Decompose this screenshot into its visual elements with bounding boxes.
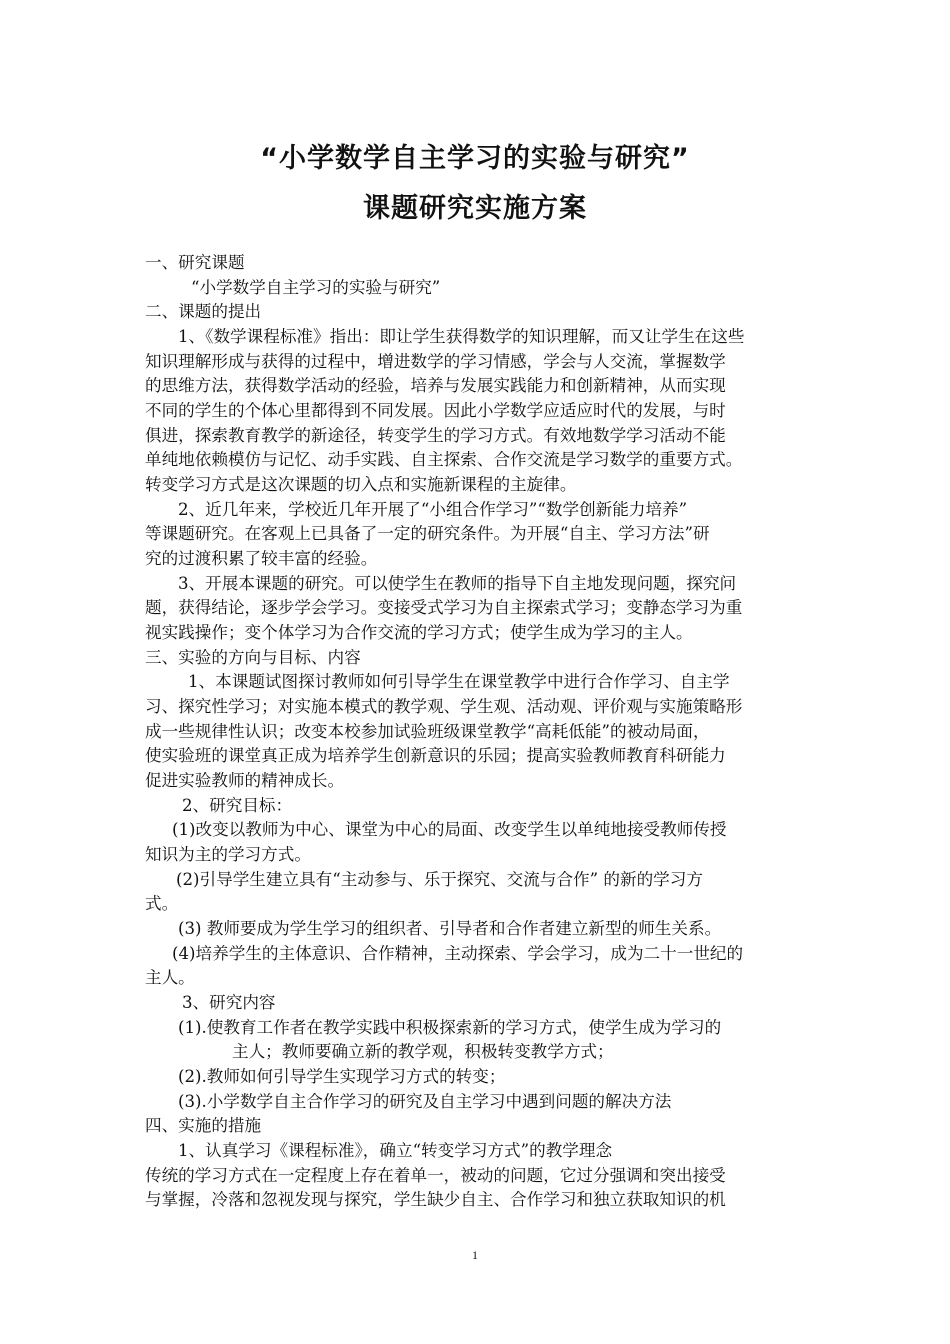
page-number: 1 <box>472 1248 478 1262</box>
paragraph-line: 主人。 <box>145 968 195 987</box>
paragraph-line: (3).小学数学自主合作学习的研究及自主学习中遇到问题的解决方法 <box>178 1092 672 1111</box>
paragraph-line: 与掌握，冷落和忽视发现与探究，学生缺少自主、合作学习和独立获取知识的机 <box>145 1190 726 1209</box>
paragraph-line: 转变学习方式是这次课题的切入点和实施新课程的主旋律。 <box>145 475 577 494</box>
heading-direction-goals: 三、实验的方向与目标、内容 <box>145 648 361 667</box>
paragraph-line: 式。 <box>145 894 179 913</box>
paragraph-line: 知识为主的学习方式。 <box>145 845 311 864</box>
paragraph-line: (1)改变以教师为中心、课堂为中心的局面、改变学生以单纯地接受教师传授 <box>172 820 727 839</box>
paragraph-line: 不同的学生的个体心里都得到不同发展。因此小学数学应适应时代的发展，与时 <box>145 401 726 420</box>
paragraph-line: 知识理解形成与获得的过程中，增进数学的学习情感，学会与人交流，掌握数学 <box>145 352 726 371</box>
paragraph-line: 1、认真学习《课程标准》，确立“转变学习方式”的教学理念 <box>178 1141 613 1160</box>
paragraph-line: 3、开展本课题的研究。可以使学生在教师的指导下自主地发现问题，探究问 <box>178 574 737 593</box>
paragraph-line: 题，获得结论，逐步学会学习。变接受式学习为自主探索式学习；变静态学习为重 <box>145 598 743 617</box>
paragraph-line: (2)引导学生建立具有“主动参与、乐于探究、交流与合作” 的新的学习方 <box>176 870 703 889</box>
heading-measures: 四、实施的措施 <box>145 1116 262 1135</box>
paragraph-line: 单纯地依赖模仿与记忆、动手实践、自主探索、合作交流是学习数学的重要方式。 <box>145 450 743 469</box>
paragraph-line: (3) 教师要成为学生学习的组织者、引导者和合作者建立新型的师生关系。 <box>178 919 722 938</box>
paragraph-line: 2、近几年来，学校近几年开展了“小组合作学习”“数学创新能力培养” <box>178 500 688 519</box>
paragraph-line: 习、探究性学习；对实施本模式的教学观、学生观、活动观、评价观与实施策略形 <box>145 697 743 716</box>
subheading-research-content: 3、研究内容 <box>182 993 276 1012</box>
paragraph-line: 俱进，探索教育教学的新途径，转变学生的学习方式。有效地数学学习活动不能 <box>145 426 726 445</box>
paragraph-line: 主人；教师要确立新的教学观，积极转变教学方式； <box>232 1042 614 1061</box>
heading-topic-origin: 二、课题的提出 <box>145 302 262 321</box>
paragraph-line: (2).教师如何引导学生实现学习方式的转变； <box>178 1067 506 1086</box>
paragraph-line: 1、《数学课程标准》指出：即让学生获得数学的知识理解，而又让学生在这些 <box>178 327 745 346</box>
paragraph-line: (4)培养学生的主体意识、合作精神，主动探索、学会学习，成为二十一世纪的 <box>172 944 744 963</box>
paragraph-line: 究的过渡积累了较丰富的经验。 <box>145 549 378 568</box>
paragraph-line: 传统的学习方式在一定程度上存在着单一，被动的问题，它过分强调和突出接受 <box>145 1166 726 1185</box>
subheading-research-goals: 2、研究目标： <box>182 796 293 815</box>
paragraph-line: 成一些规律性认识；改变本校参加试验班级课堂教学“高耗低能”的被动局面， <box>145 722 710 741</box>
paragraph-line: 促进实验教师的精神成长。 <box>145 771 345 790</box>
paragraph-line: (1).使教育工作者在教学实践中积极探索新的学习方式，使学生成为学习的 <box>178 1018 722 1037</box>
paragraph-line: 的思维方法，获得数学活动的经验，培养与发展实践能力和创新精神，从而实现 <box>145 376 726 395</box>
heading-research-topic: 一、研究课题 <box>145 253 245 272</box>
topic-name: “小学数学自主学习的实验与研究” <box>191 278 441 297</box>
document-subtitle: 课题研究实施方案 <box>363 193 587 224</box>
paragraph-line: 视实践操作；变个体学习为合作交流的学习方式；使学生成为学习的主人。 <box>145 623 693 642</box>
paragraph-line: 等课题研究。在客观上已具备了一定的研究条件。为开展“自主、学习方法”研 <box>145 524 710 543</box>
paragraph-line: 使实验班的课堂真正成为培养学生创新意识的乐园；提高实验教师教育科研能力 <box>145 746 726 765</box>
document-title: “小学数学自主学习的实验与研究” <box>260 143 690 174</box>
paragraph-line: 1、本课题试图探讨教师如何引导学生在课堂教学中进行合作学习、自主学 <box>188 672 730 691</box>
